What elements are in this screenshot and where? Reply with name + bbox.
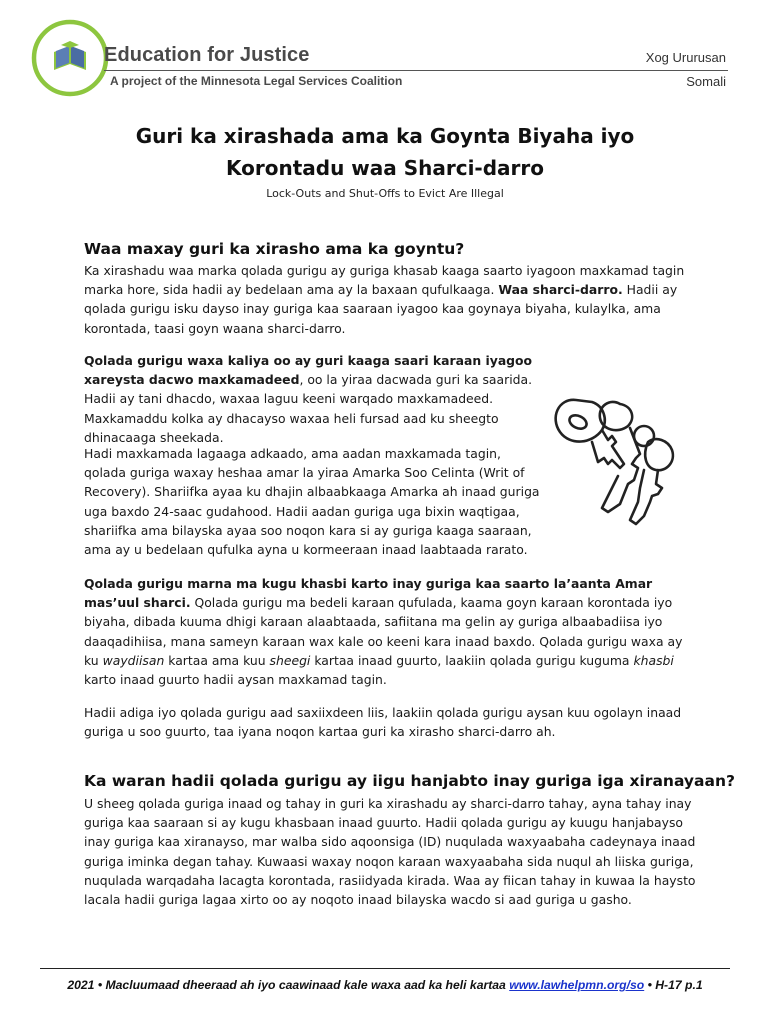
- paragraph-no-self-help: Qolada gurigu marna ma kugu khasbi karto inay guriga kaa saarto la’aanta Amar mas’uul sharci. Qolada gurigu ma bedeli karaan qufulada, kaama goyn karaan korontada iyo biyaha, dibada kuuma dhigi karaan alaabtaada, safiitana ma gelin ay guriga albaabadiisa iyo daaqadihiisa, mana sameyn karaan wax kale oo keeni kara inaad baxdo. Qolada gurigu waxa ay ku waydiisan kartaa ama kuu sheegi kartaa inaad guurto, laakiin qolada gurigu kuguma khasbi karto inaad guurto hadii aysan maxkamad tagin.: [84, 576, 683, 688]
- doc-type-label: Xog Ururusan: [645, 50, 726, 65]
- paragraph-definition: Ka xirashadu waa marka qolada gurigu ay guriga khasab kaaga saarto iyagoon maxkamad tagin marka hore, sida hadii ay bedelaan ama ay la baxaan qufulkaaga. Waa sharci-darro. Hadii ay qolada gurigu isku dayso inay guriga kaa saaraan iyagoo kaa goynaya biyaha, kulaylka, ama korontada, taasi goyn waana sharci-darro.: [84, 263, 685, 336]
- illegal-emphasis: Waa sharci-darro.: [498, 282, 623, 298]
- page-subtitle: Lock-Outs and Shut-Offs to Evict Are Illegal: [266, 187, 504, 200]
- language-label: Somali: [686, 74, 726, 89]
- open-book-icon: [54, 41, 86, 70]
- keys-icon: [548, 384, 698, 534]
- paragraph-writ-of-recovery: Hadi maxkamada lagaaga adkaado, ama aadan maxkamada tagin, qolada guriga waxay heshaa amar la yiraa Amarka Soo Celinta (Writ of Recovery). Shariifka ayaa ku dhajin albaabkaaga Amarka ah inaad guriga uga baxdo 24-saac gudahood. Hadii aadan guriga uga bixin waqtigaa, shariifka ama bilayska ayaa soo noqon kara si ay guriga kaaga saaraan, ama ay u bedelaan qufulka ayna u kormeeraan inaad laabtaada rarato.: [84, 446, 540, 558]
- lawhelp-link[interactable]: www.lawhelpmn.org/so: [509, 978, 645, 992]
- header-rule: [104, 70, 728, 71]
- page-title-line2: Korontadu waa Sharci-darro: [225, 156, 545, 180]
- paragraph-lease-signed: Hadii adiga iyo qolada gurigu aad saxiixdeen liis, laakiin qolada gurigu aysan kuu ogolayn inaad guriga u soo guurto, taa iyana noqon kartaa guri ka xirasho sharci-darro ah.: [84, 705, 682, 740]
- footer: 2021 • Macluumaad dheeraad ah iyo caawinaad kale waxa aad ka heli kartaa www.lawhelpmn.org/so • H-17 p.1: [67, 978, 703, 992]
- logo: [30, 18, 110, 98]
- paragraph-threat-advice: U sheeg qolada guriga inaad og tahay in guri ka xirashadu ay sharci-darro tahay, ayna tahay inay guriga kaa saaraan si ay kugu khasbaan inaad guurto. Hadii qolada gurigu ay kuugu hanjabayso inay guriga kaa xiranayso, mar walba sido aqoonsiga (ID) nuqulada waxyaabaha cadeynaya inaad guriga iminka degan tahay. Kuwaasi waxay noqon karaan waxyaabaha sida nuqul ah liiska guriga, nuqulada warqadaha lacagta korontada, rasiidyada kirada. Waa ay fiican tahay in kuwaa la haysto lacala hadii guriga lagaa xirto oo ay noqoto inaad bilayska wacdo si aad guriga u gasho.: [84, 796, 696, 908]
- org-tagline: A project of the Minnesota Legal Services Coalition: [110, 74, 403, 88]
- section-heading-threat: Ka waran hadii qolada gurigu ay iigu hanjabto inay guriga iga xiranayaan?: [84, 772, 735, 790]
- paragraph-court-only: Qolada gurigu waxa kaliya oo ay guri kaaga saari karaan iyagoo xareysta dacwo maxkamadeed, oo la yiraa dacwada guri ka saarida. Hadii ay tani dhacdo, waxaa laguu keeni warqado maxkamadeed. Maxkamaddu kolka ay dhacayso waxaa heli fursad aad ku sheegto dhinacaaga sheekada.: [84, 351, 700, 450]
- org-name: Education for Justice: [104, 44, 310, 66]
- section-heading-lockout: Waa maxay guri ka xirasho ama ka goyntu?: [84, 240, 465, 258]
- page-title-line1: Guri ka xirashada ama ka Goynta Biyaha iyo: [135, 124, 635, 148]
- footer-rule: [40, 968, 730, 969]
